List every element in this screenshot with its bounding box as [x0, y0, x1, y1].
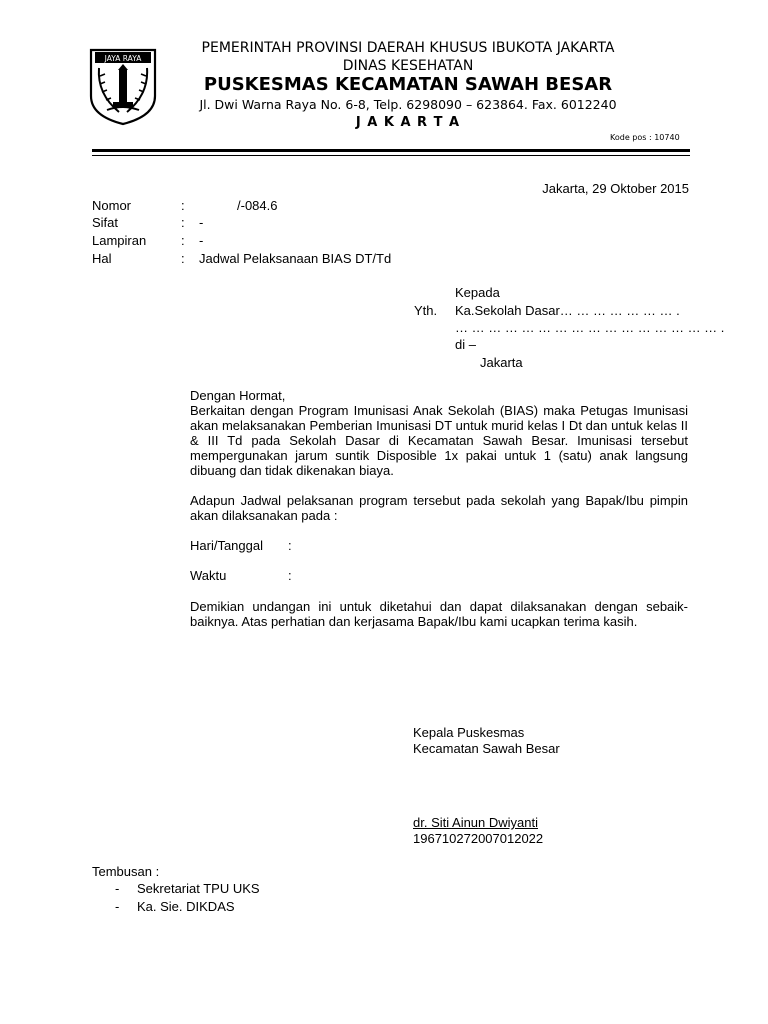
hari-tanggal-label: Hari/Tanggal — [190, 538, 263, 553]
meta-label-nomor: Nomor — [92, 198, 132, 213]
letterhead-divider-thin — [92, 155, 690, 156]
letterhead-title: PUSKESMAS KECAMATAN SAWAH BESAR — [203, 74, 613, 95]
letterhead-line2: DINAS KESEHATAN — [342, 58, 474, 74]
signature-nip: 196710272007012022 — [413, 831, 544, 846]
body-paragraph-2: Adapun Jadwal pelaksanan program tersebut pada sekolah yang Bapak/Ibu pimpin akan dilaksanakan pada : — [190, 493, 688, 523]
cc-heading: Tembusan : — [92, 864, 160, 879]
meta-label-lampiran: Lampiran — [92, 233, 147, 248]
letter-date: Jakarta, 29 Oktober 2015 — [542, 181, 689, 196]
meta-value-nomor: /-084.6 — [237, 198, 278, 213]
waktu-colon: : — [288, 568, 292, 583]
meta-colon-lampiran: : — [181, 233, 185, 248]
recipient-kepada: Kepada — [455, 285, 500, 300]
cc-item: Sekretariat TPU UKS — [137, 881, 260, 896]
letterhead-city: J A K A R T A — [355, 115, 461, 130]
meta-value-sifat: - — [199, 215, 204, 230]
letterhead-address: Jl. Dwi Warna Raya No. 6-8, Telp. 6298090 – 623864. Fax. 6012240 — [199, 97, 617, 112]
meta-label-hal: Hal — [92, 251, 112, 266]
recipient-di: di – — [455, 337, 476, 352]
signature-name: dr. Siti Ainun Dwiyanti — [413, 815, 539, 830]
recipient-line1: Ka.Sekolah Dasar… … … … … … … . — [455, 303, 680, 318]
letterhead-line1: PEMERINTAH PROVINSI DAERAH KHUSUS IBUKOTA JAKARTA — [201, 40, 615, 56]
signature-title-1: Kepala Puskesmas — [413, 725, 525, 740]
logo-banner-text: JAYA RAYA — [104, 54, 142, 63]
meta-colon-sifat: : — [181, 215, 185, 230]
cc-bullet: - — [115, 899, 120, 914]
body-paragraph-1: Berkaitan dengan Program Imunisasi Anak Sekolah (BIAS) maka Petugas Imunisasi akan melaksanakan Pemberian Imunisasi DT untuk murid kelas I Dt dan untuk kelas II & III Td pada Sekolah Dasar di Kecamatan Sawah Besar. Imunisasi tersebut mempergunakan jarum suntik Disposible 1x pakai untuk 1 (satu) anak langsung dibuang dan tidak dikenakan biaya. — [190, 403, 688, 478]
recipient-city: Jakarta — [480, 355, 523, 370]
signature-title-2: Kecamatan Sawah Besar — [413, 741, 560, 756]
meta-value-hal: Jadwal Pelaksanaan BIAS DT/Td — [199, 251, 392, 266]
salutation: Dengan Hormat, — [190, 388, 286, 403]
letterhead-divider-thick — [92, 149, 690, 152]
meta-label-sifat: Sifat — [92, 215, 119, 230]
recipient-line2: … … … … … … … … … … … … … … … … . — [455, 320, 725, 335]
cc-bullet: - — [115, 881, 120, 896]
meta-value-lampiran: - — [199, 233, 204, 248]
cc-item: Ka. Sie. DIKDAS — [137, 899, 235, 914]
recipient-yth: Yth. — [414, 303, 438, 318]
letterhead-postal: Kode pos : 10740 — [610, 133, 680, 142]
meta-colon-hal: : — [181, 251, 185, 266]
meta-colon-nomor: : — [181, 198, 185, 213]
hari-tanggal-colon: : — [288, 538, 292, 553]
waktu-label: Waktu — [190, 568, 227, 583]
body-paragraph-3: Demikian undangan ini untuk diketahui dan dapat dilaksanakan dengan sebaik-baiknya. Atas perhatian dan kerjasama Bapak/Ibu kami ucapkan terima kasih. — [190, 599, 688, 629]
